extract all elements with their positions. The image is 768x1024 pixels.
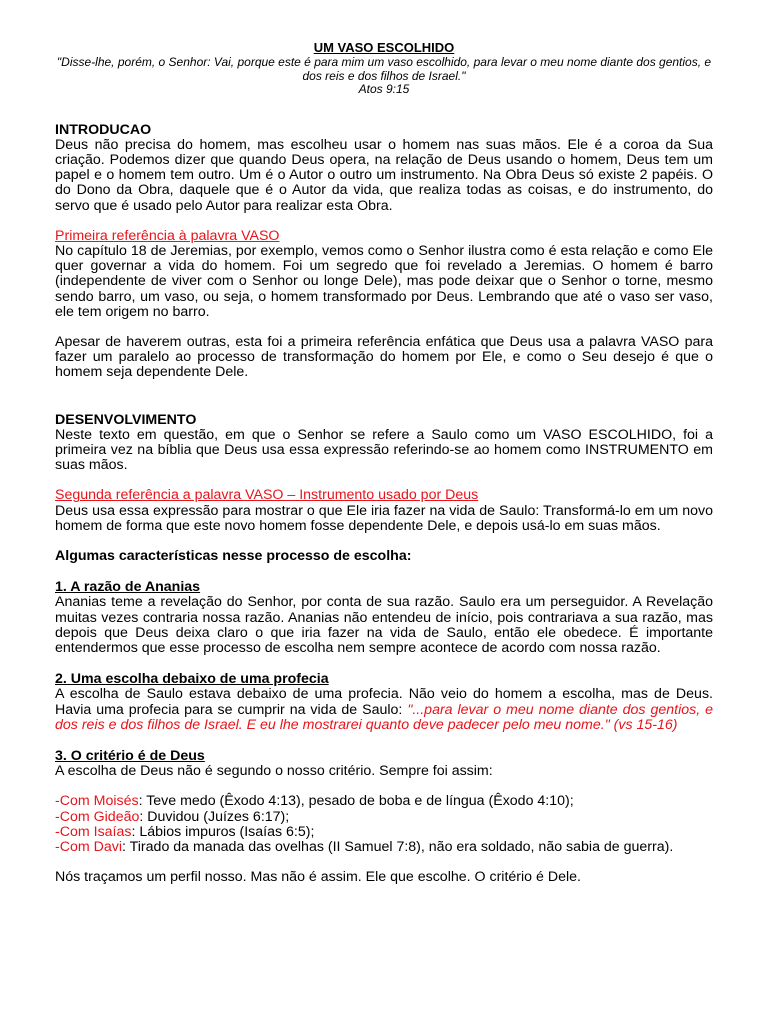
document-page: [55, 40, 713, 885]
example-name: -Com Isaías: [55, 823, 132, 840]
intro-heading: INTRODUCAO: [55, 121, 152, 138]
intro-paragraph: Deus não precisa do homem, mas escolheu usar o homem nas suas mãos. Ele é a coroa da Sua criação. Podemos dizer que quando Deus opera, na relação de Deus usando o homem, Deus tem um papel e o homem tem outro. Um é o Autor o outro um instrumento. Na Obra Deus só existe 2 papéis. O do Dono da Obra, daquele que é o Autor da vida, que realiza todas as coisas, e do instrumento, do servo que é usado pelo Autor para realizar esta Obra.: [55, 136, 713, 214]
list-item: [55, 825, 713, 840]
apesar-paragraph: Apesar de haverem outras, esta foi a primeira referência enfática que Deus usa a palavra VASO para fazer um paralelo ao processo de transformação do homem por Ele, e como o Seu desejo é que o homem seja dependente Dele.: [55, 333, 713, 381]
second-reference-paragraph: Deus usa essa expressão para mostrar o que Ele iria fazer na vida de Saulo: Transformá-lo em um novo homem de forma que este novo homem fosse dependente Dele, e depois usá-lo em suas mãos.: [55, 502, 713, 534]
example-text: : Lábios impuros (Isaías 6:5);: [131, 823, 315, 840]
example-name: -Com Davi: [55, 839, 123, 856]
section-3-paragraph: A escolha de Deus não é segundo o nosso critério. Sempre foi assim:: [55, 763, 493, 780]
second-reference-link[interactable]: Segunda referência a palavra VASO – Instrumento usado por Deus: [55, 487, 479, 504]
example-name: -Com Moisés: [55, 793, 139, 810]
section-2-paragraph: [55, 687, 713, 733]
first-reference-link[interactable]: Primeira referência à palavra VASO: [55, 227, 280, 244]
characteristics-heading: Algumas características nesse processo de escolha:: [55, 547, 412, 564]
example-text: : Teve medo (Êxodo 4:13), pesado de boba e de língua (Êxodo 4:10);: [138, 793, 574, 810]
section-2-quote: "...para levar o meu nome diante dos gentios, e dos reis e dos filhos de Israel. E eu lhe mostrarei quanto deve padecer pelo meu nome." (vs 15-16): [55, 701, 713, 733]
example-text: : Duvidou (Juízes 6:17);: [139, 808, 290, 825]
first-reference-paragraph: No capítulo 18 de Jeremias, por exemplo, vemos como o Senhor ilustra como é esta relação e como Ele quer governar a vida do homem. Foi um segredo que foi revelado a Jeremias. O homem é barro (independente de viver com o Senhor ou longe Dele), mas pode deixar que o Senhor o torne, mesmo sendo barro, um vaso, ou seja, o homem transformado por Deus. Lembrando que até o vaso ser vaso, ele tem origem no barro.: [55, 242, 713, 320]
list-item: [55, 810, 713, 825]
epigraph-reference: Atos 9:15: [358, 82, 410, 96]
section-1-paragraph: Ananias teme a revelação do Senhor, por conta de sua razão. Saulo era um perseguidor. A Revelação muitas vezes contraria nossa razão. Ananias não entendeu de início, pois contrariava a sua razão, mas depois que Deus deixa claro o que iria fazer na vida de Saulo, então ele obedece. É importante entendermos que esse processo de escolha nem sempre acontece de acordo com nossa razão.: [55, 594, 713, 656]
example-text: : Tirado da manada das ovelhas (II Samuel 7:8), não era soldado, não sabia de guerra).: [122, 839, 674, 856]
section-2-text: A escolha de Saulo estava debaixo de uma profecia. Não veio do homem a escolha, mas de Deus. Havia uma profecia para se cumprir na vida de Saulo:: [55, 686, 713, 718]
example-name: -Com Gideão: [55, 808, 140, 825]
examples-list: [55, 794, 713, 855]
document-title: UM VASO ESCOLHIDO: [313, 40, 455, 55]
list-item: [55, 840, 713, 855]
list-item: [55, 794, 713, 809]
development-heading: DESENVOLVIMENTO: [55, 411, 197, 428]
closing-paragraph: Nós traçamos um perfil nosso. Mas não é assim. Ele que escolhe. O critério é Dele.: [55, 869, 581, 886]
section-3-title: 3. O critério é de Deus: [55, 748, 205, 764]
section-2-title: 2. Uma escolha debaixo de uma profecia: [55, 671, 329, 688]
section-1-title: 1. A razão de Ananias: [55, 579, 201, 596]
development-paragraph: Neste texto em questão, em que o Senhor se refere a Saulo como um VASO ESCOLHIDO, foi a primeira vez na bíblia que Deus usa essa expressão referindo-se ao homem como INSTRUMENTO em suas mãos.: [55, 426, 713, 474]
epigraph-quote: "Disse-lhe, porém, o Senhor: Vai, porque este é para mim um vaso escolhido, para levar o meu nome diante dos gentios, e dos reis e dos filhos de Israel.": [56, 55, 712, 83]
